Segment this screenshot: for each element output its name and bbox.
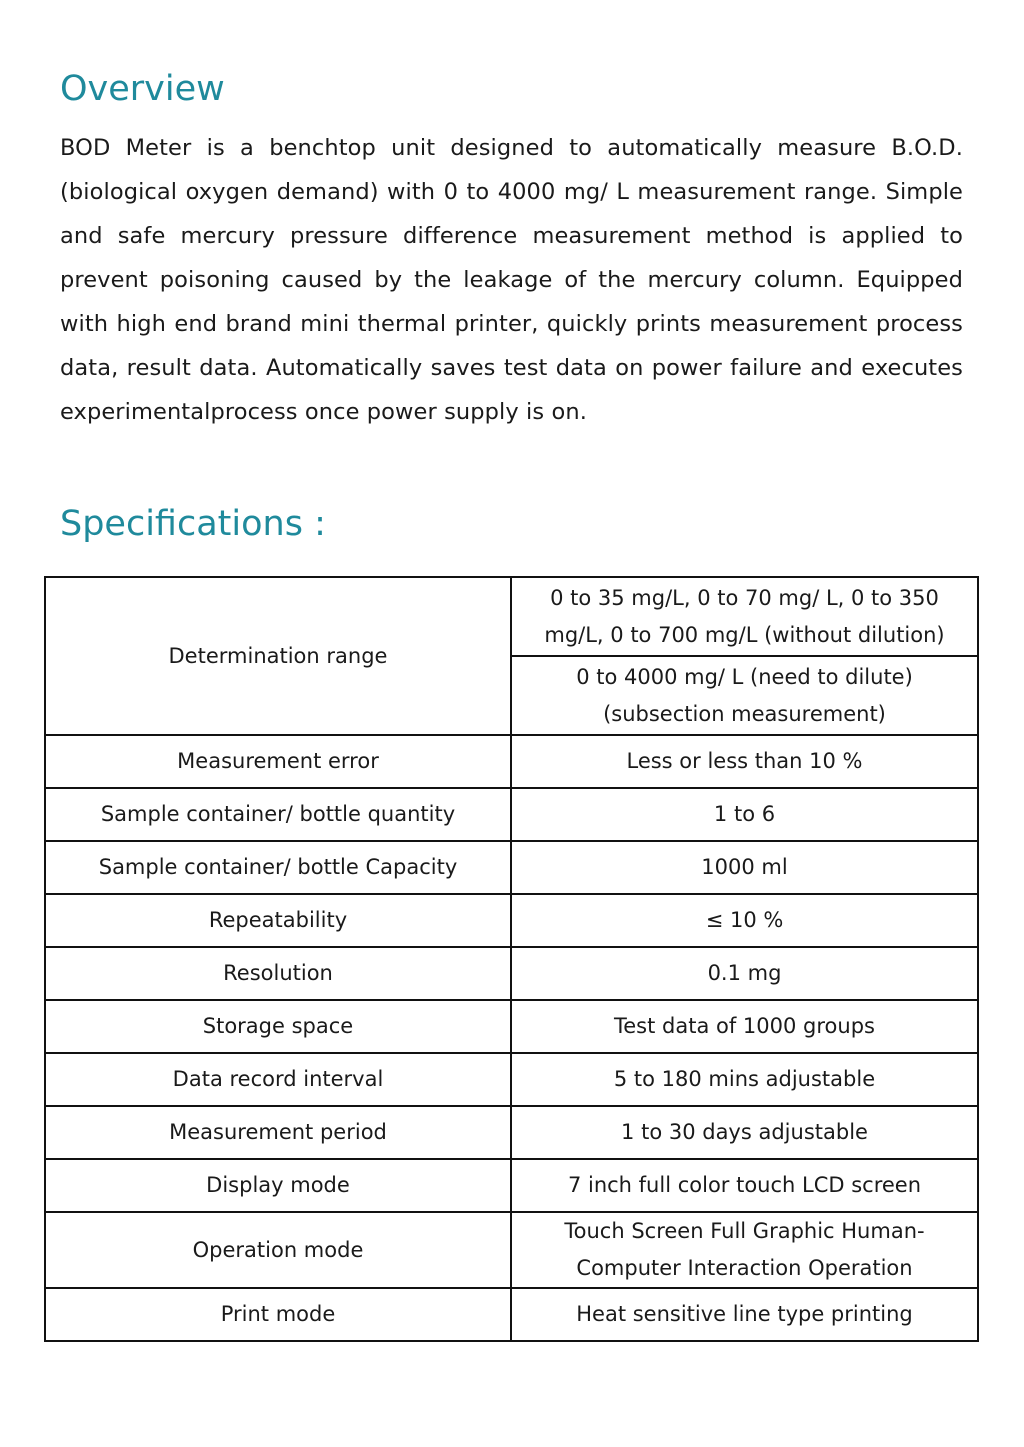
overview-heading: Overview [60, 69, 225, 109]
spec-value: 0 to 4000 mg/ L (need to dilute) (subsection measurement) [511, 656, 978, 735]
spec-value: 1 to 6 [511, 788, 978, 841]
table-row [45, 894, 978, 947]
spec-value: Test data of 1000 groups [511, 1000, 978, 1053]
spec-value: 1 to 30 days adjustable [511, 1106, 978, 1159]
spec-label: Repeatability [45, 894, 511, 947]
table-row [45, 577, 978, 656]
spec-label: Measurement period [45, 1106, 511, 1159]
spec-label: Sample container/ bottle Capacity [45, 841, 511, 894]
specifications-heading: Specifications : [60, 504, 326, 544]
spec-value: Heat sensitive line type printing [511, 1288, 978, 1341]
spec-label: Resolution [45, 947, 511, 1000]
spec-value: 0.1 mg [511, 947, 978, 1000]
table-row [45, 1288, 978, 1341]
table-row [45, 1212, 978, 1288]
spec-label: Display mode [45, 1159, 511, 1212]
spec-label: Storage space [45, 1000, 511, 1053]
table-row [45, 788, 978, 841]
spec-value: 7 inch full color touch LCD screen [511, 1159, 978, 1212]
overview-paragraph: BOD Meter is a benchtop unit designed to automatically measure B.O.D. (biological oxygen demand) with 0 to 4000 mg/ L measurement range. Simple and safe mercury pressure difference measurement method is applied to prevent poisoning caused by the leakage of the mercury column. Equipped with high end brand mini thermal printer, quickly prints measurement process data, result data. Automatically saves test data on power failure and executes experimentalprocess once power supply is on. [60, 135, 963, 425]
spec-value: Touch Screen Full Graphic Human-Computer Interaction Operation [511, 1212, 978, 1288]
spec-value: Less or less than 10 % [511, 735, 978, 788]
spec-value: 5 to 180 mins adjustable [511, 1053, 978, 1106]
spec-label: Data record interval [45, 1053, 511, 1106]
table-row [45, 1053, 978, 1106]
table-row [45, 1000, 978, 1053]
spec-label: Print mode [45, 1288, 511, 1341]
spec-value: 0 to 35 mg/L, 0 to 70 mg/ L, 0 to 350 mg/L, 0 to 700 mg/L (without dilution) [511, 577, 978, 656]
table-row [45, 841, 978, 894]
spec-label: Determination range [45, 577, 511, 735]
table-row [45, 1106, 978, 1159]
table-row [45, 947, 978, 1000]
spec-value: 1000 ml [511, 841, 978, 894]
table-row [45, 1159, 978, 1212]
table-row [45, 735, 978, 788]
spec-value: ≤ 10 % [511, 894, 978, 947]
specifications-table [44, 576, 979, 1342]
spec-label: Measurement error [45, 735, 511, 788]
spec-label: Sample container/ bottle quantity [45, 788, 511, 841]
spec-label: Operation mode [45, 1212, 511, 1288]
